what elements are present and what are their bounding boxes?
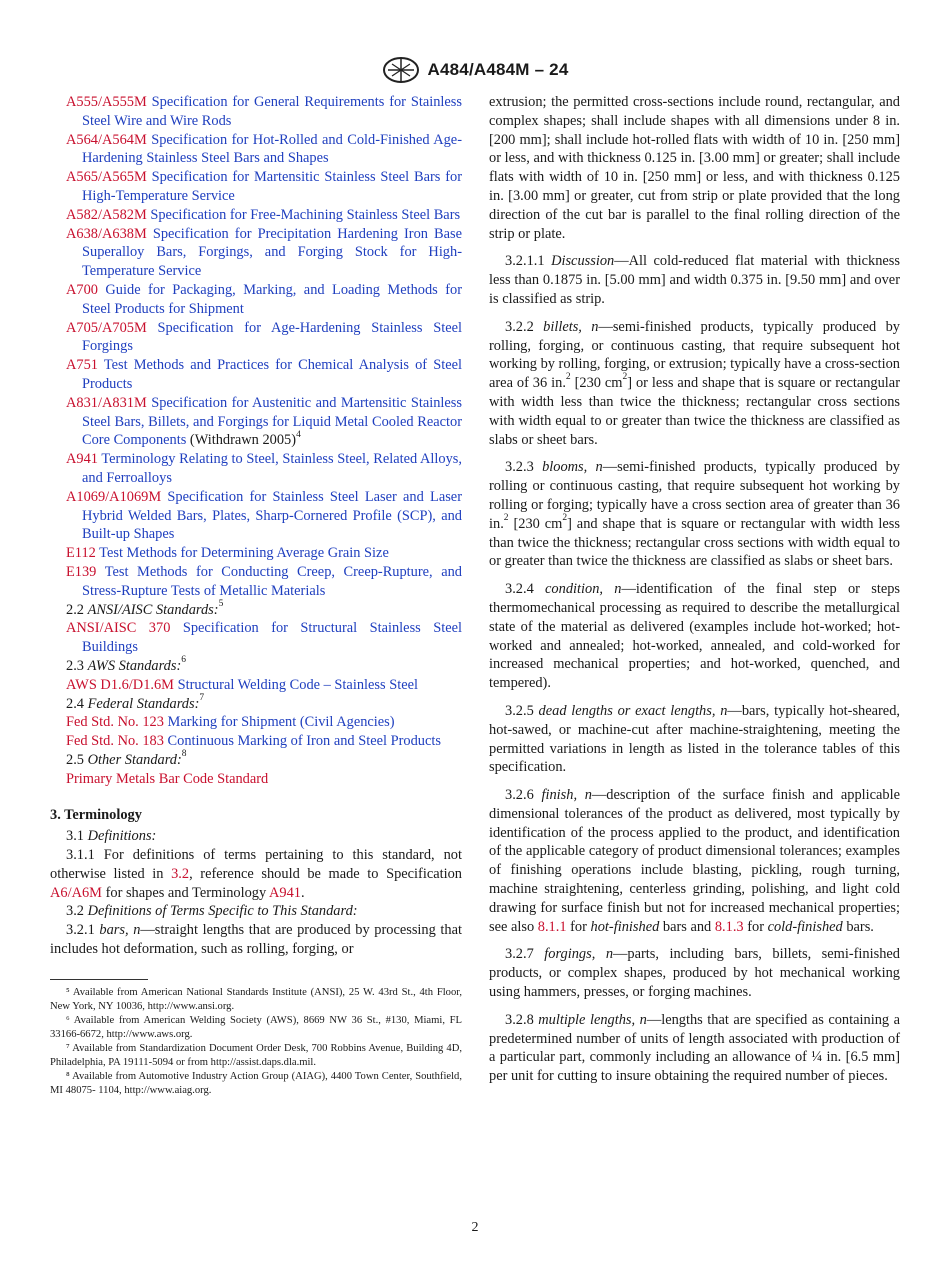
reference-title[interactable]: Specification for General Requirements for Stainless Steel Wire and Wire Rods bbox=[82, 94, 462, 129]
para-3-2-2: 3.2.2 billets, n—semi-finished products, typically produced by rolling, forging, or continuous casting, that require subsequent hot working by rolling, forging, or extrusion; typically have a cross-section area of 36 in.$^2$ [230 $cm^2$] or less and shape that is square or rectangular with width less than twice the thickness; rectangular cross sections with width equal to or greater than twice the thickness are classified as slabs or sheet bars. bbox=[489, 318, 900, 448]
link-8-1-1[interactable]: 8.1.1 bbox=[537, 918, 567, 935]
para-3-1-1: 3.1.1 For definitions of terms pertaining to this standard, not otherwise listed in 3.2, reference should be made to Specification A6/A6M for shapes and Terminology A941. bbox=[50, 847, 462, 901]
para-3-2-7: 3.2.7 forgings, n—parts, including bars, billets, semi-finished products, or complex shapes, produced by hot mechanical working using hammers, presses, or forging machines. bbox=[489, 946, 900, 1001]
section-2-3-heading: 2.3 AWS Standards:$^6$ bbox=[66, 655, 187, 674]
reference-code[interactable]: A564/A564M bbox=[66, 131, 147, 148]
reference-item[interactable] bbox=[66, 450, 462, 488]
reference-ansi-aisc-370[interactable]: ANSI/AISC 370 Specification for Structural Stainless Steel Buildings bbox=[66, 620, 462, 656]
terminology-heading: 3. Terminology bbox=[50, 807, 142, 824]
reference-title[interactable]: Specification for Stainless Steel Laser and Laser Hybrid Welded Bars, Plates, Sharp-Cornered Profile (SCP), and Built-up Shapes bbox=[82, 488, 462, 543]
reference-title[interactable]: Guide for Packaging, Marking, and Loading Methods for Steel Products for Shipment bbox=[82, 281, 462, 317]
para-3-2-3: 3.2.3 blooms, n—semi-finished products, typically produced by rolling or continuous casting, that require subsequent hot working by rolling or forging; typically have a cross section area of greater than 36 in.$^2$ [230 $cm^2$] and shape that is square or rectangular with width less than twice the thickness; rectangular cross sections with width equal to or greater than twice the thickness are classified as slabs or sheet bars. bbox=[489, 459, 900, 570]
footnote-8: ⁸ Available from Automotive Industry Action Group (AIAG), 4400 Town Center, Southfield, MI 48075- 1104, http://www.aiag.org. bbox=[50, 1070, 462, 1096]
standard-designation: A484/A484M – 24 bbox=[427, 60, 569, 79]
reference-code[interactable]: E112 bbox=[66, 545, 96, 562]
reference-title[interactable]: Terminology Relating to Steel, Stainless Steel, Related Alloys, and Ferroalloys bbox=[82, 451, 462, 486]
reference-code[interactable]: A831/A831M bbox=[66, 394, 147, 411]
reference-code[interactable]: A582/A582M bbox=[66, 206, 147, 223]
reference-item[interactable] bbox=[66, 281, 462, 319]
section-2-2-heading: 2.2 ANSI/AISC Standards:$^5$ bbox=[66, 598, 224, 618]
reference-code[interactable]: A1069/A1069M bbox=[66, 488, 162, 505]
reference-item[interactable] bbox=[66, 394, 462, 450]
reference-title[interactable]: Test Methods and Practices for Chemical Analysis of Steel Products bbox=[82, 357, 462, 392]
page-header bbox=[0, 56, 950, 84]
reference-title[interactable]: Specification for Hot-Rolled and Cold-Finished Age-Hardening Stainless Steel Bars and Shapes bbox=[82, 131, 462, 167]
reference-title[interactable]: Specification for Martensitic Stainless Steel Bars for High-Temperature Service bbox=[82, 169, 462, 204]
right-column bbox=[489, 93, 900, 1095]
reference-title[interactable]: Test Methods for Determining Average Grain Size bbox=[95, 545, 389, 562]
reference-aws-d1-6[interactable]: AWS D1.6/D1.6M Structural Welding Code – Stainless Steel bbox=[66, 676, 418, 693]
reference-note: (Withdrawn 2005) bbox=[186, 432, 297, 449]
footnote-6: ⁶ Available from American Welding Society (AWS), 8669 NW 36 St., #130, Miami, FL 33166-6672, http://www.aws.org. bbox=[50, 1014, 462, 1040]
reference-item[interactable] bbox=[66, 356, 462, 394]
referenced-documents-list bbox=[50, 93, 462, 601]
astm-logo-icon bbox=[382, 56, 420, 84]
para-3-2-5: 3.2.5 dead lengths or exact lengths, n—bars, typically hot-sheared, hot-sawed, or machine-cut after machine-straightening, meeting the permitted variations in length as listed in the tolerance tables of this specification. bbox=[489, 702, 900, 776]
reference-fed-std-123[interactable]: Fed Std. No. 123 Marking for Shipment (Civil Agencies) bbox=[66, 714, 395, 731]
reference-title[interactable]: Specification for Austenitic and Martensitic Stainless Steel Bars, Billets, and Forgings for Liquid Metal Cooled Reactor Core Components bbox=[82, 394, 462, 449]
reference-fed-std-183[interactable]: Fed Std. No. 183 Continuous Marking of Iron and Steel Products bbox=[66, 733, 441, 750]
reference-code[interactable]: A751 bbox=[66, 357, 98, 374]
para-3-2: 3.2 Definitions of Terms Specific to This Standard: bbox=[66, 903, 358, 920]
reference-item[interactable] bbox=[66, 131, 462, 169]
page-number: 2 bbox=[471, 1220, 479, 1235]
link-8-1-3[interactable]: 8.1.3 bbox=[714, 918, 744, 935]
reference-code[interactable]: A705/A705M bbox=[66, 319, 147, 336]
footnote-7: ⁷ Available from Standardization Document Order Desk, 700 Robbins Avenue, Building 4D, Philadelphia, PA 19111-5094 or from http://assist.daps.dla.mil. bbox=[50, 1042, 462, 1068]
link-a941[interactable]: A941 bbox=[268, 884, 301, 901]
para-3-2-1: 3.2.1 bars, n—straight lengths that are produced by processing that includes hot deformation, such as rolling, forging, or bbox=[50, 922, 463, 958]
reference-primary-metals[interactable]: Primary Metals Bar Code Standard bbox=[66, 770, 269, 787]
reference-item[interactable] bbox=[66, 168, 462, 206]
para-3-2-1-continued: extrusion; the permitted cross-sections include round, rectangular, and complex shapes; shall include shapes with all dimensions under 8 in. [200 mm]; shall include hot-rolled flats with width of 10 in. [250 mm] or less, and with thickness 0.125 in. [3.00 mm] or greater; shall include flats with width of 10 in. [250 mm] or less, and with thickness 0.125 in. [3.00 mm] or greater, cut from strip or plate provided that the long direction of the cut bar is parallel to the final rolling direction of the strip or plate. bbox=[489, 94, 900, 242]
reference-item[interactable] bbox=[66, 563, 462, 601]
section-2-5-heading: 2.5 Other Standard:$^8$ bbox=[66, 749, 187, 768]
reference-code[interactable]: A638/A638M bbox=[66, 225, 147, 242]
section-2-4-heading: 2.4 Federal Standards:$^7$ bbox=[66, 692, 205, 712]
reference-title[interactable]: Test Methods for Conducting Creep, Creep-Rupture, and Stress-Rupture Tests of Metallic Materials bbox=[82, 563, 462, 599]
para-3-2-8: 3.2.8 multiple lengths, n—lengths that are specified as containing a predetermined number of units of length associated with production of a particular part, commonly including an allowance of ¼ in. [6.5 mm] per unit for cutting to insure obtaining the required number of pieces. bbox=[489, 1011, 900, 1085]
reference-title[interactable]: Specification for Free-Machining Stainless Steel Bars bbox=[146, 206, 461, 223]
link-a6[interactable]: A6/A6M bbox=[50, 884, 102, 901]
para-3-1: 3.1 Definitions: bbox=[66, 828, 157, 845]
para-3-2-4: 3.2.4 condition, n—identification of the final step or steps thermomechanical processing as required to describe the metallurgical state of the material as delivered (examples include hot-worked; hot-worked and annealed; hot-worked, annealed, and cold-worked for increased mechanical properties; and hot-worked, quenched, and tempered). bbox=[489, 581, 901, 692]
reference-code[interactable]: E139 bbox=[66, 563, 97, 580]
reference-item[interactable] bbox=[66, 93, 462, 131]
para-3-2-1-1: 3.2.1.1 Discussion—All cold-reduced flat material with thickness less than 0.1875 in. [5.00 mm] and width 0.375 in. [9.50 mm] and over is classified as strip. bbox=[489, 253, 900, 307]
link-3-2[interactable]: 3.2 bbox=[171, 865, 190, 882]
reference-item[interactable] bbox=[66, 206, 462, 225]
footnote-5: ⁵ Available from American National Standards Institute (ANSI), 25 W. 43rd St., 4th Floor, New York, NY 10036, http://www.ansi.org. bbox=[50, 986, 462, 1012]
para-3-2-6: 3.2.6 finish, n—description of the surface finish and applicable dimensional tolerances of the product as delivered, most typically by identification of the process applied to the product, and identification of the applicable category of product dimensional tolerances; examples of finishing operations include blasting, pickling, rough turning, machine straightening, centerless grinding, polishing, and light cold drawing for surface finish but not for increased mechanical properties; see also 8.1.1 for hot-finished bars and 8.1.3 for cold-finished bars. bbox=[489, 787, 900, 935]
reference-title[interactable]: Specification for Age-Hardening Stainless Steel Forgings bbox=[82, 319, 462, 355]
reference-item[interactable] bbox=[66, 544, 462, 563]
reference-item[interactable] bbox=[66, 225, 462, 281]
reference-item[interactable] bbox=[66, 319, 462, 357]
reference-code[interactable]: A700 bbox=[66, 281, 98, 298]
reference-code[interactable]: A565/A565M bbox=[66, 169, 147, 186]
footnote-ref: 4 bbox=[296, 429, 301, 440]
reference-code[interactable]: A555/A555M bbox=[66, 94, 147, 110]
reference-code[interactable]: A941 bbox=[66, 451, 98, 468]
reference-item[interactable] bbox=[66, 488, 462, 544]
left-column bbox=[50, 93, 462, 1098]
footnote-divider bbox=[50, 979, 148, 980]
reference-title[interactable]: Specification for Precipitation Hardening Iron Base Superalloy Bars, Forgings, and Forging Stock for High-Temperature Service bbox=[82, 225, 462, 280]
